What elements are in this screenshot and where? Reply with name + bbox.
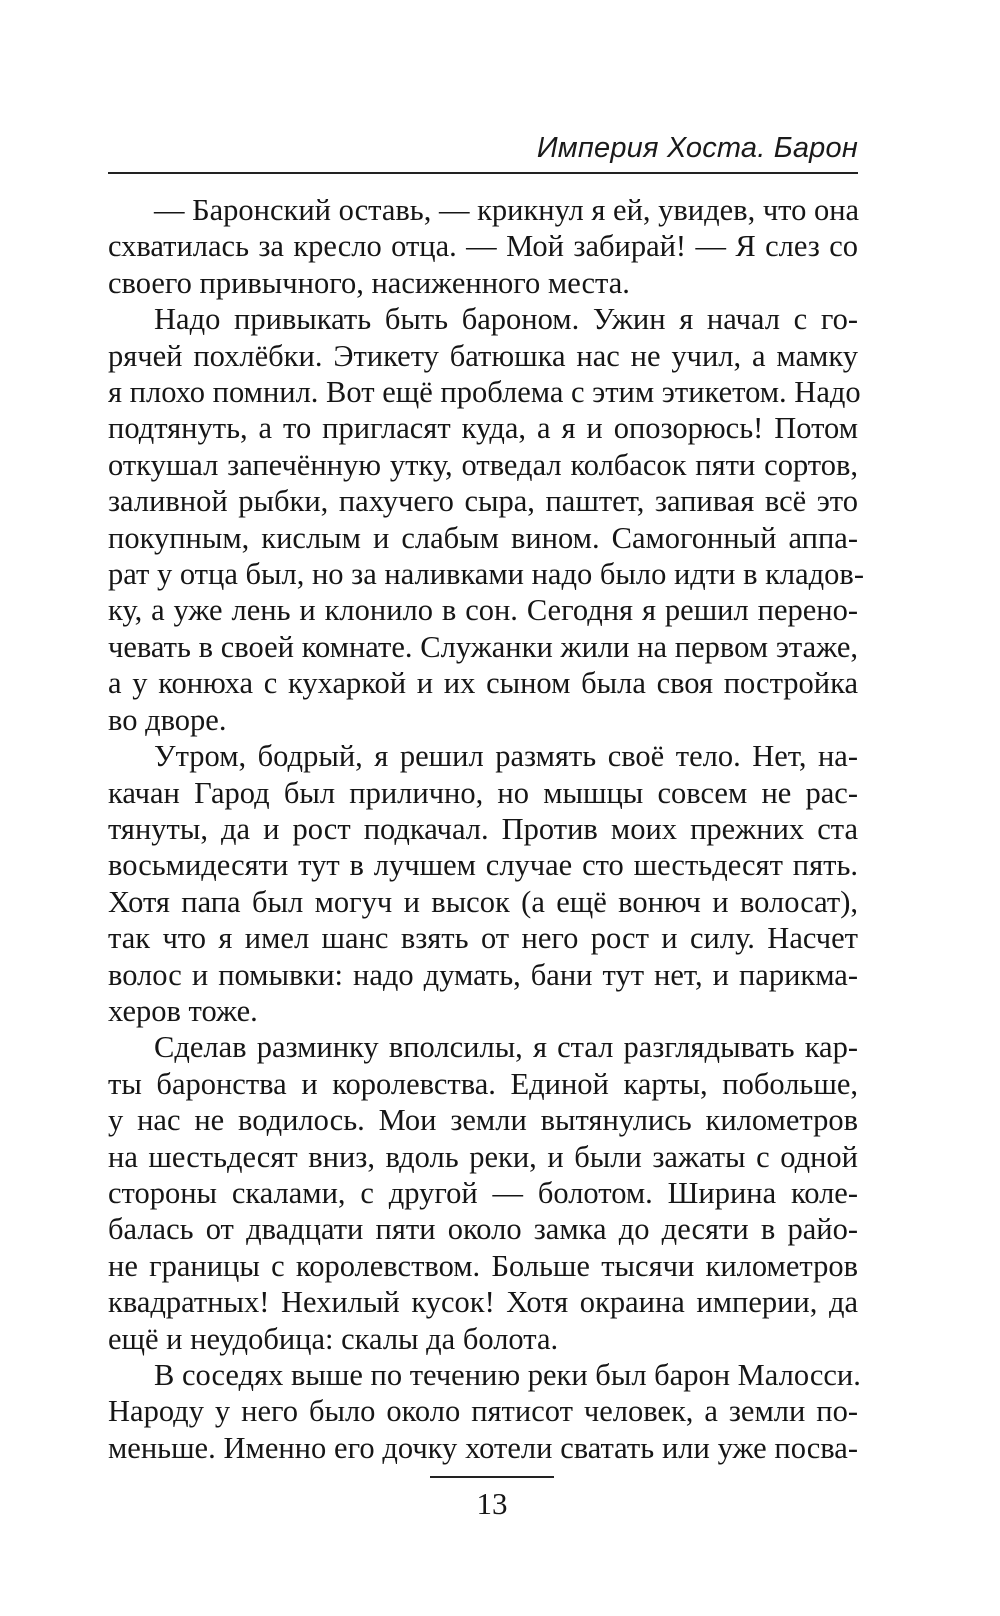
paragraph [108,301,864,738]
text-line: качан Гарод был прилично, но мышцы совсем не рас- [108,775,858,810]
text-line: у нас не водилось. Мои земли вытянулись километров [108,1103,858,1138]
text-line: а у конюха с кухаркой и их сыном была своя постройка [108,666,858,701]
page-footer [430,1476,554,1536]
paragraph [108,192,858,301]
text-line: херов тоже. [108,993,258,1028]
text-line: заливной рыбки, пахучего сыра, паштет, запивая всё это [108,484,858,519]
text-line: — Баронский оставь, — крикнул я ей, увидев, что она [154,193,860,227]
text-line: В соседях выше по течению реки был барон Малосси. [154,1358,861,1392]
text-line: ещё и неудобица: скалы да болота. [108,1321,559,1356]
text-line: Народу у него было около пятисот человек, а земли по- [108,1394,858,1429]
text-line: рат у отца был, но за наливками надо было идти в кладов- [108,557,864,592]
text-line: ты баронства и королевства. Единой карты, побольше, [108,1066,858,1101]
text-line: не границы с королевством. Больше тысячи километров [108,1248,858,1283]
text-line: стороны скалами, с другой — болотом. Ширина коле- [108,1175,858,1210]
text-line: подтянуть, а то пригласят куда, а я и опозорюсь! Потом [108,411,858,446]
running-header [108,124,858,184]
text-line: восьмидесяти тут в лучшем случае сто шестьдесят пять. [108,848,858,883]
paragraph [108,1357,861,1466]
text-line: так что я имел шанс взять от него рост и силу. Насчет [108,921,858,956]
text-line: ку, а уже лень и клонило в сон. Сегодня я решил перено- [108,593,858,628]
text-line: рячей похлёбки. Этикету батюшка нас не учил, а мамку [108,338,858,373]
footer-rule [430,1476,554,1478]
text-line: откушал запечённую утку, отведал колбасок пяти сортов, [108,447,858,482]
text-line: Хотя папа был могуч и высок (а ещё вонюч и волосат), [108,884,858,919]
text-line: своего привычного, насиженного места. [108,265,630,300]
text-line: схватилась за кресло отца. — Мой забирай! — Я слез со [108,229,858,264]
body-text [108,192,864,1466]
text-line: Надо привыкать быть бароном. Ужин я начал с го- [154,302,858,337]
paragraph [108,738,858,1029]
text-line: я плохо помнил. Вот ещё проблема с этим этикетом. Надо [108,375,861,410]
paragraph [108,1029,858,1357]
page-number: 13 [476,1486,508,1521]
text-line: Утром, бодрый, я решил размять своё тело. Нет, на- [154,739,858,774]
text-line: балась от двадцати пяти около замка до десяти в райо- [108,1212,858,1247]
header-rule [108,172,858,174]
text-line: волос и помывки: надо думать, бани тут нет, и парикма- [108,957,858,992]
text-line: во дворе. [108,702,227,737]
text-line: покупным, кислым и слабым вином. Самогонный аппа- [108,520,858,555]
running-title: Империя Хоста. Барон [536,132,858,164]
text-line: меньше. Именно его дочку хотели сватать или уже посва- [108,1430,858,1465]
text-line: на шестьдесят вниз, вдоль реки, и были зажаты с одной [108,1139,858,1174]
text-line: Сделав разминку вполсилы, я стал разглядывать кар- [154,1030,858,1065]
text-line: тянуты, да и рост подкачал. Против моих прежних ста [108,811,858,846]
text-line: квадратных! Нехилый кусок! Хотя окраина империи, да [108,1285,858,1320]
text-line: чевать в своей комнате. Служанки жили на первом этаже, [108,629,858,664]
